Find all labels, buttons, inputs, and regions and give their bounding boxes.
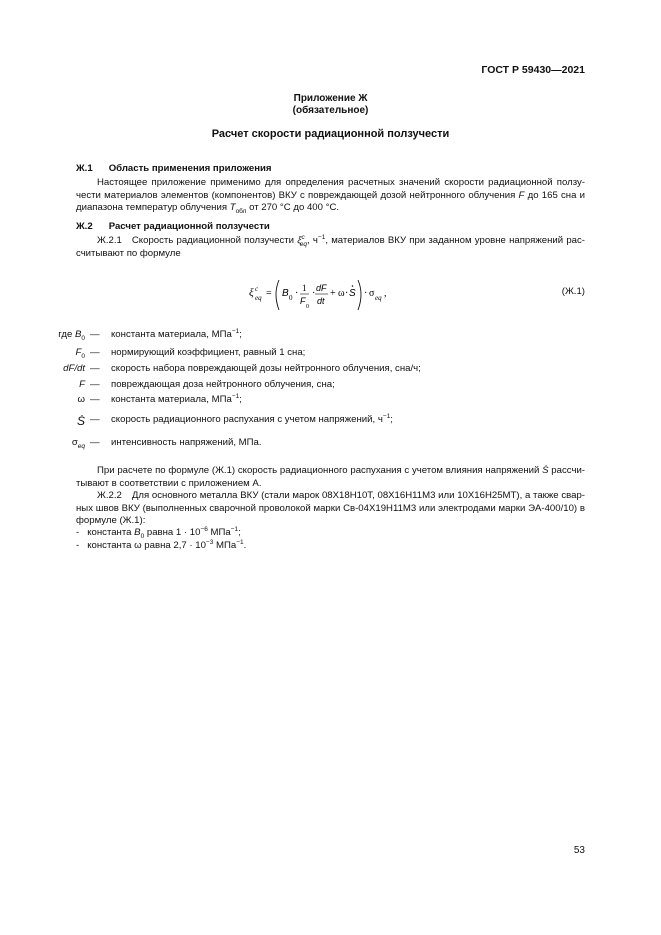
definition-text: скорость радиационного распухания с учетом напряжений, $ч^{-1}$; [111,412,393,425]
paragraph-text: При расчете по формуле (Ж.1) скорость радиационного распухания с учетом влияния напряжений [97,465,543,476]
formula-sigma-sub: eq [375,294,382,302]
formula-B0: B [282,288,289,299]
list-item: - константа $B_0$ равна $1 \cdot 10^{-6}$ МПа$^{-1}$; [76,525,241,540]
formula-F0-sub: 0 [306,304,309,310]
paragraph-text: Для основного металла ВКУ (стали марок 08Х18Н10Т, 08Х16Н11М3 или 10Х16Н25МТ), а также свар-ных швов ВКУ (выполненных сварочной проволокой марки Св-04Х19Н11М3 или электродами марки ЭА-400/10) в формуле (Ж.1): [76,490,585,527]
list-item: - константа ω равна $2,7 \cdot 10^{-3}$ МПа$^{-1}$. [76,538,247,551]
definition-text: скорость набора повреждающей дозы нейтронного облучения, сна/ч; [111,363,421,374]
appendix-title: Приложение Ж [293,93,368,104]
equation-number: (Ж.1) [561,286,585,297]
definition-row [0,414,661,428]
definition-symbol: F [79,379,85,390]
definition-row [0,437,661,451]
formula-dot-4: · [364,288,368,299]
definition-symbol: ω [77,394,85,405]
definition-row [0,329,661,343]
exponent: −1 [317,233,326,241]
section-2-number: Ж.2 [76,221,93,232]
symbol-T-sub: обл [235,208,247,216]
paragraph-text: от 270 °С до 400 °С. [246,202,340,214]
formula-S: S [349,288,356,299]
standard-header: ГОСТ Р 59430—2021 [481,64,585,76]
section-2-heading [76,221,270,232]
formula-dF: dF [316,283,327,293]
formula-j1 [245,276,405,316]
definition-dash: — [90,329,100,340]
paragraph-text: , материалов ВКУ при заданном уровне напряжений рас-считывают по формуле [76,235,585,259]
definition-symbol: где $B_0$ [58,329,85,342]
paragraph-text: , ч [307,235,318,246]
section-2-title: Расчет радиационной ползучести [108,221,270,232]
definition-dash: — [90,363,100,374]
definition-dash: — [90,394,100,405]
formula-left-paren [276,280,279,310]
paragraph-text: до 165 сна и диапазона температур облучения [76,189,585,214]
section-1-title: Область применения приложения [108,163,272,174]
symbol-S: Ṡ [542,465,549,476]
definition-dash: — [90,347,100,358]
formula-xi: ξ [249,287,254,299]
symbol-T: T [229,202,236,214]
formula-dt: dt [317,296,325,306]
formula-xi-sup: c [255,285,259,293]
section-1-number: Ж.1 [76,163,93,174]
definition-dash: — [90,437,100,448]
definition-row [0,347,661,361]
clause-2-number: Ж.2.2 [97,490,122,501]
definition-text: нормирующий коэффициент, равный 1 сна; [111,347,306,358]
formula-dot-3: · [345,288,349,299]
formula-sigma: σ [369,288,375,299]
definition-dash: — [90,379,100,390]
paragraph-swelling [76,465,585,490]
definition-row [0,363,661,377]
formula-equals: = [266,288,272,299]
definition-symbol: $\sigma_{eq}$ [71,437,85,450]
formula-B0-sub: 0 [289,294,293,302]
formula-one: 1 [302,283,307,293]
formula-S-dot [352,285,354,287]
definition-symbol: Ṡ [76,414,85,428]
definition-symbol: $F_0$ [75,347,85,360]
definition-text: повреждающая доза нейтронного облучения, сна; [111,379,335,390]
formula-xi-sub: eq [255,294,262,302]
appendix-heading: Расчет скорости радиационной ползучести [211,128,450,140]
formula-omega: ω [338,288,345,299]
definition-row [0,394,661,408]
symbol-F: F [518,189,525,201]
formula-comma: , [384,288,387,299]
clause-2-paragraph [76,490,585,528]
paragraph-text: Настоящее приложение применимо для определения расчетных значений скорости радиационной ползу-чести материалов элементов (компонентов) ВКУ с повреждающей дозой нейтронного облучения [76,177,585,201]
paragraph-text: рассчи-тывают в соответствии с приложением А. [76,465,585,489]
clause-1-paragraph [76,235,585,260]
xi-symbol: $\xi^c_{eq}$ [297,233,308,248]
section-1-heading [76,163,272,174]
section-1-paragraph [76,177,585,215]
definition-symbol: dF/dt [63,363,85,374]
appendix-status: (обязательное) [292,105,369,116]
formula-dot-2: · [312,288,316,299]
definition-dash: — [90,414,100,425]
formula-right-paren [358,280,361,310]
formula-F0: F [300,296,306,306]
formula-plus: + [330,288,336,299]
formula-dot: · [295,288,299,299]
definition-text: константа материала, МПа$^{-1}$; [111,392,242,405]
definition-text: константа материала, МПа$^{-1}$; [111,327,242,340]
definition-row [0,379,661,393]
definition-text: интенсивность напряжений, МПа. [111,437,262,448]
paragraph-text: Скорость радиационной ползучести [131,235,298,246]
clause-1-number: Ж.2.1 [97,235,122,246]
page-number: 53 [573,845,585,856]
